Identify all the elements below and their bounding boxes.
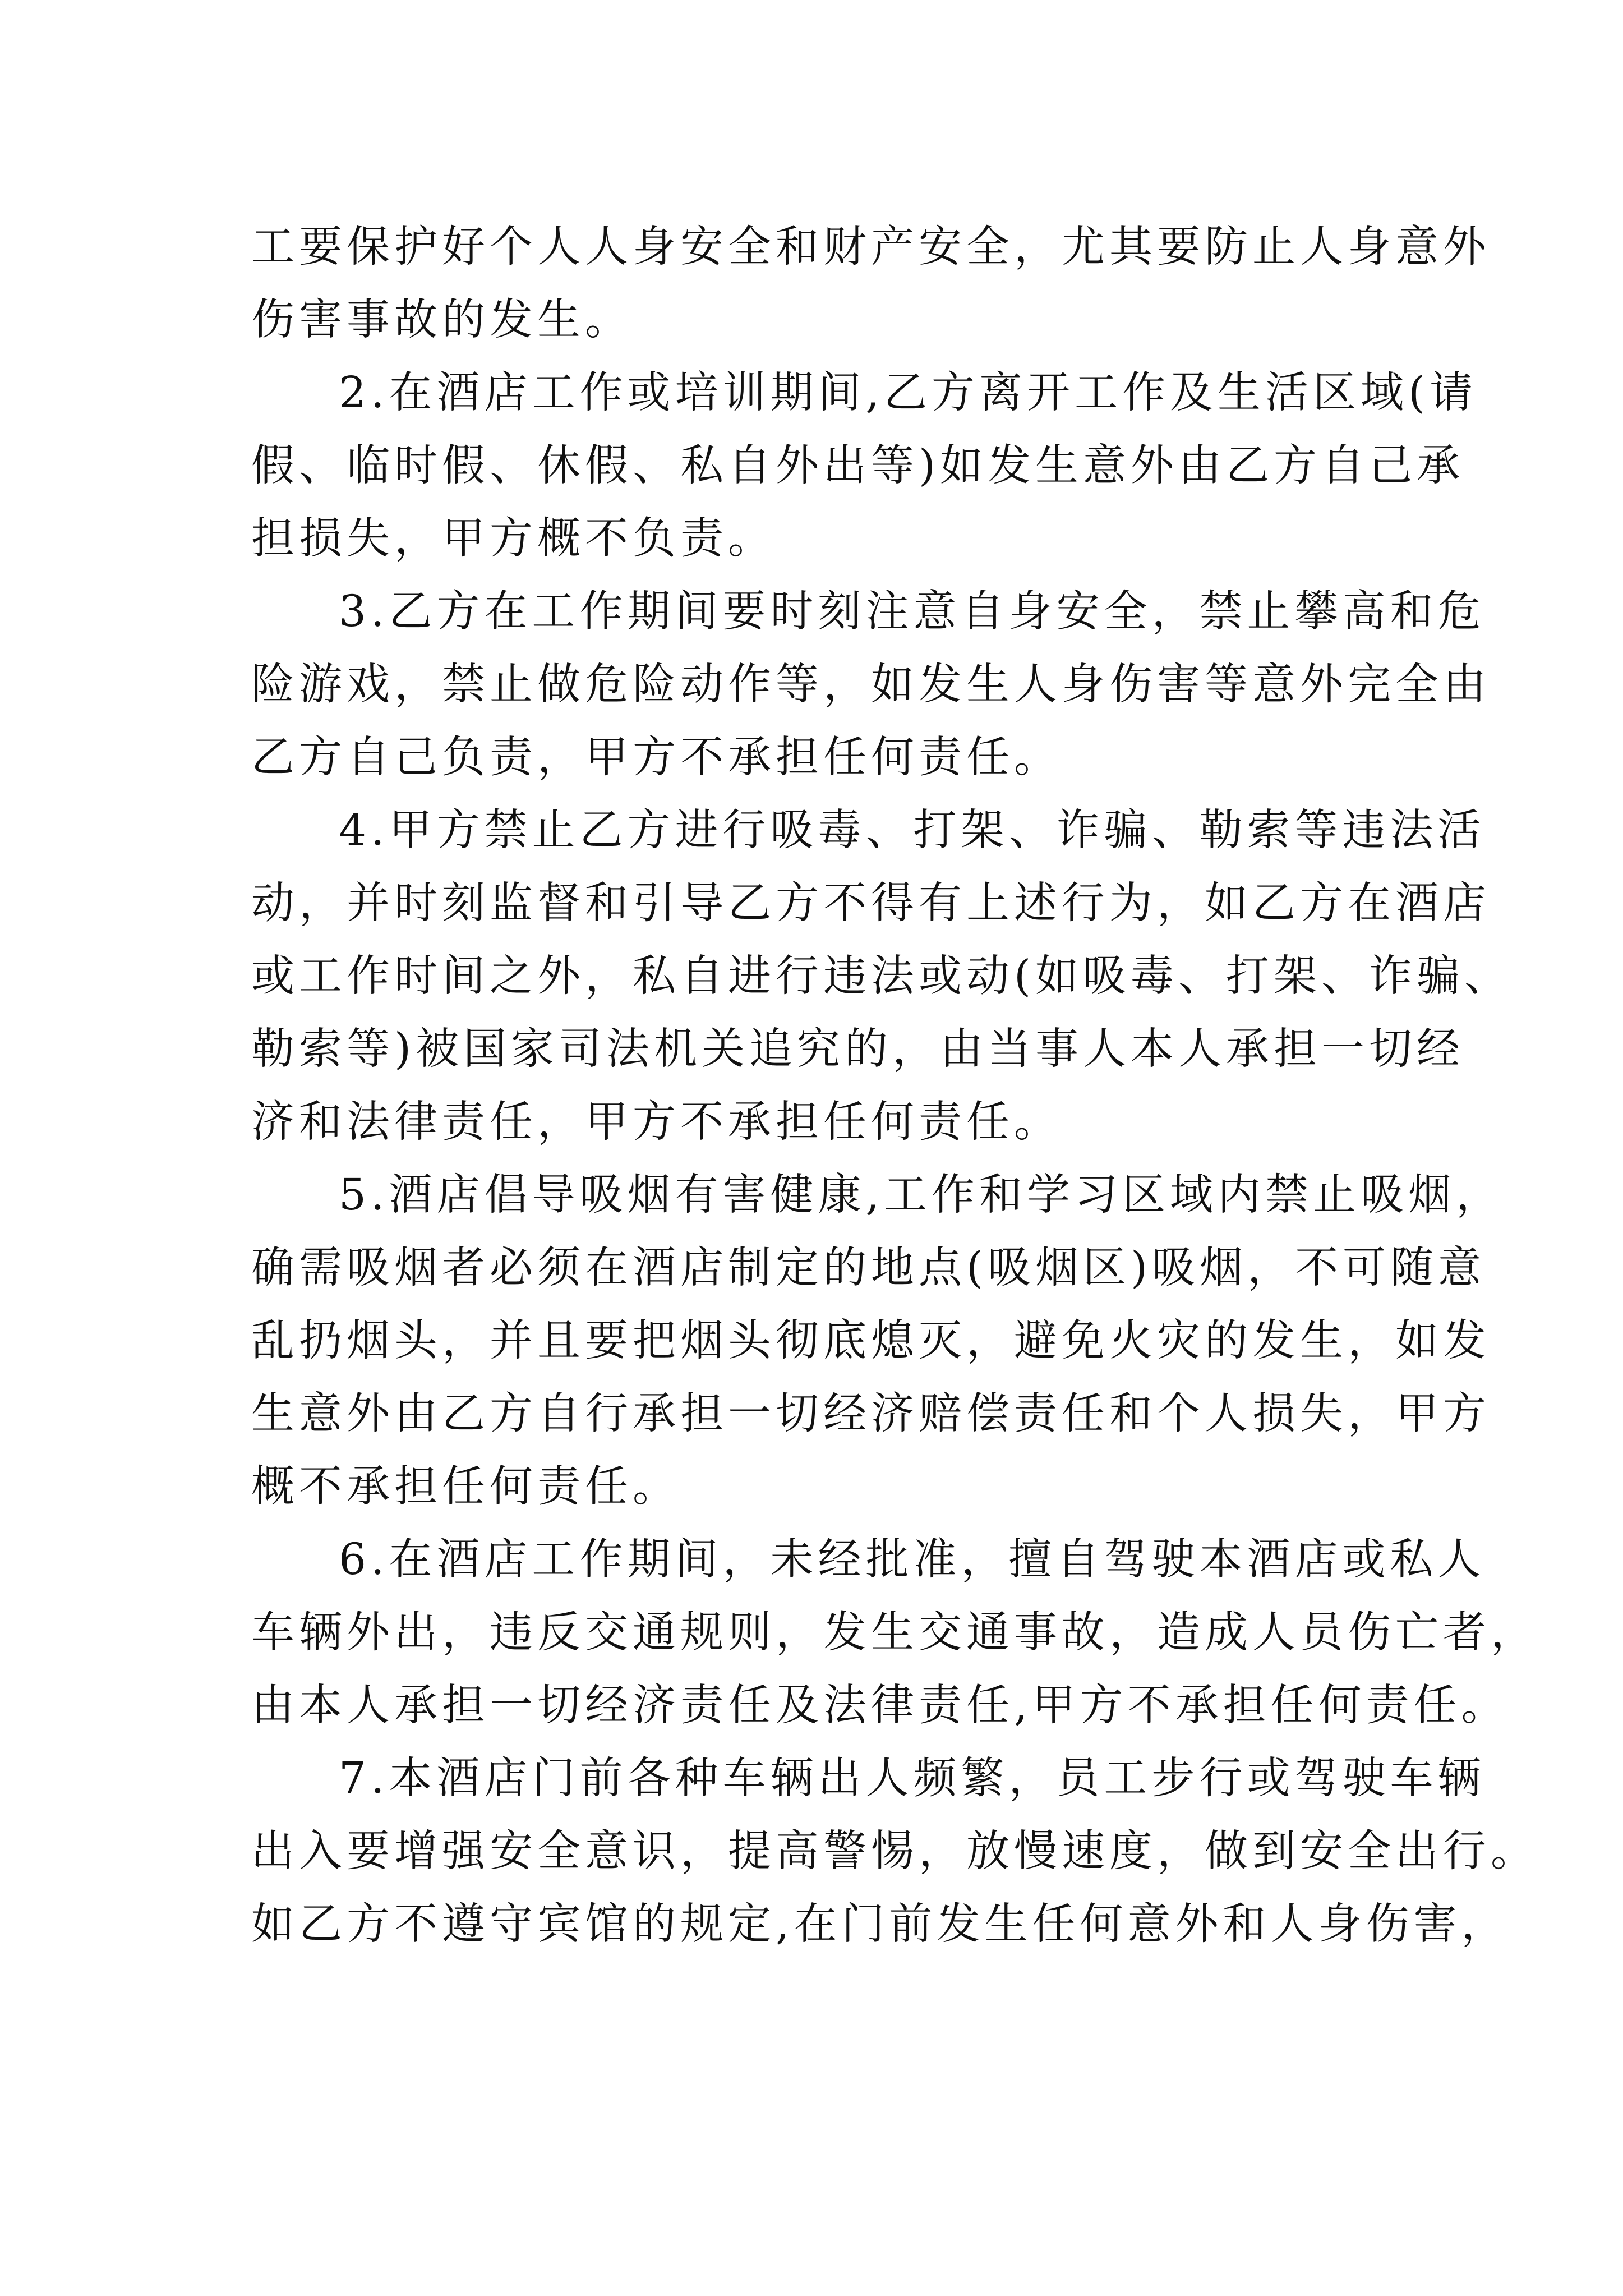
text-line: 担损失，甲方概不负责。 [251, 514, 776, 564]
text-line: 伤害事故的发生。 [251, 295, 633, 345]
clause-6-start: 6.在酒店工作期间，未经批准，擅自驾驶本酒店或私人 [339, 1535, 1486, 1585]
clause-3-start: 3.乙方在工作期间要时刻注意自身安全，禁止攀高和危 [339, 587, 1486, 637]
text-line: 动，并时刻监督和引导乙方不得有上述行为，如乙方在酒店 [251, 878, 1491, 928]
text-line: 假、临时假、休假、私自外出等)如发生意外由乙方自己承 [251, 441, 1465, 491]
text-line: 车辆外出，违反交通规则，发生交通事故，造成人员伤亡者， [251, 1608, 1538, 1658]
text-line: 生意外由乙方自行承担一切经济赔偿责任和个人损失，甲方 [251, 1389, 1491, 1439]
document-body [251, 211, 1538, 1961]
text-line: 确需吸烟者必须在酒店制定的地点(吸烟区)吸烟，不可随意 [251, 1243, 1486, 1293]
text-line: 险游戏，禁止做危险动作等，如发生人身伤害等意外完全由 [251, 660, 1491, 710]
text-line: 工要保护好个人人身安全和财产安全，尤其要防止人身意外 [251, 222, 1491, 272]
text-line: 由本人承担一切经济责任及法律责任,甲方不承担任何责任。 [251, 1681, 1509, 1731]
text-line: 出入要增强安全意识，提高警惕，放慢速度，做到安全出行。 [251, 1826, 1538, 1876]
text-line: 概不承担任何责任。 [251, 1462, 680, 1512]
text-line: 乙方自己负责，甲方不承担任何责任。 [251, 733, 1062, 783]
text-line: 乱扔烟头，并且要把烟头彻底熄灭，避免火灾的发生，如发 [251, 1316, 1491, 1366]
clause-2-start: 2.在酒店工作或培训期间,乙方离开工作及生活区域(请 [339, 368, 1477, 418]
clause-7-start: 7.本酒店门前各种车辆出人频繁，员工步行或驾驶车辆 [339, 1754, 1486, 1803]
text-line: 济和法律责任，甲方不承担任何责任。 [251, 1097, 1062, 1147]
text-line: 如乙方不遵守宾馆的规定,在门前发生任何意外和人身伤害， [251, 1899, 1509, 1949]
clause-5-start: 5.酒店倡导吸烟有害健康,工作和学习区域内禁止吸烟， [339, 1170, 1504, 1220]
clause-4-start: 4.甲方禁止乙方进行吸毒、打架、诈骗、勒索等违法活 [339, 806, 1486, 855]
text-line: 勒索等)被国家司法机关追究的，由当事人本人承担一切经 [251, 1024, 1465, 1074]
text-line: 或工作时间之外，私自进行违法或动(如吸毒、打架、诈骗、 [251, 951, 1513, 1001]
